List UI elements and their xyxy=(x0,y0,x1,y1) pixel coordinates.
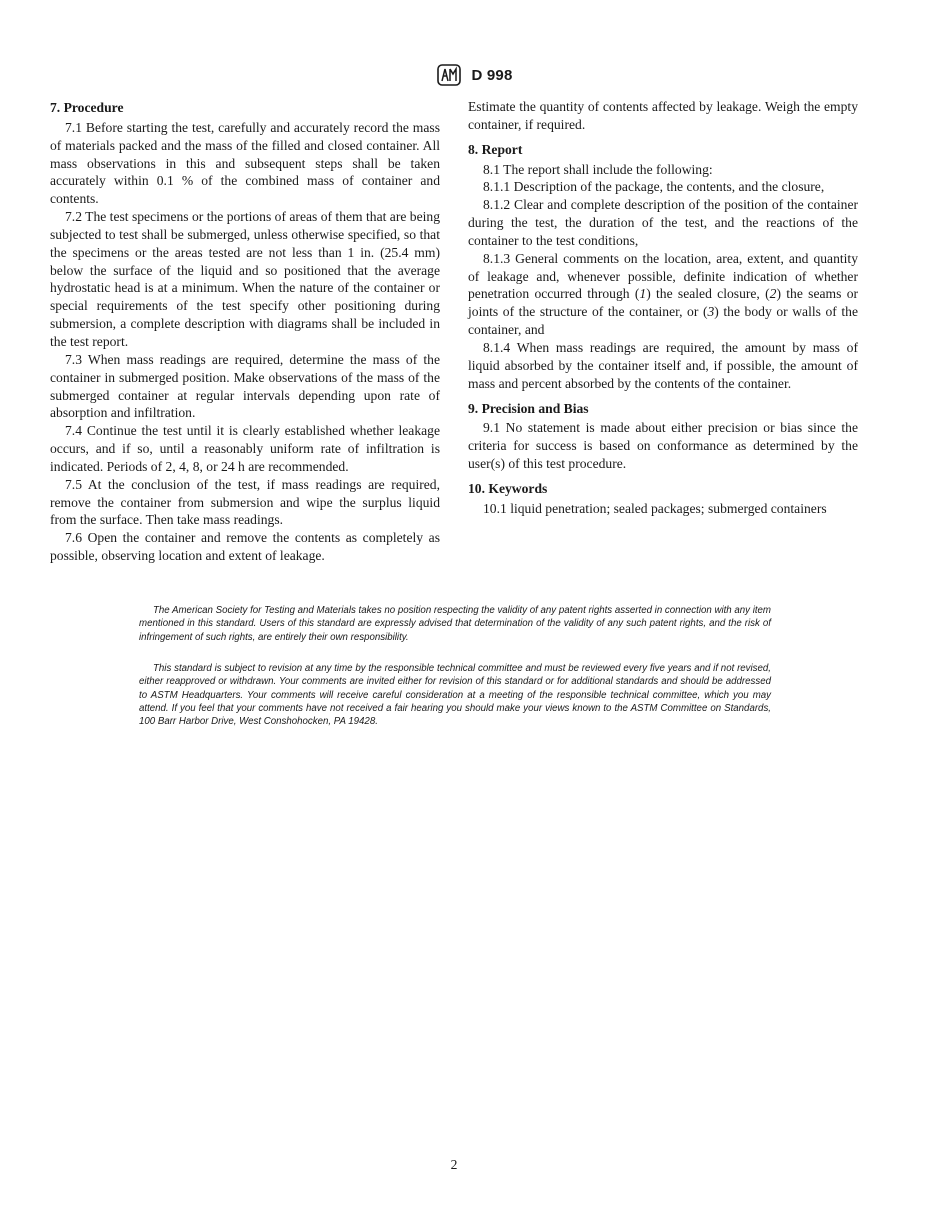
section-heading-procedure: 7. Procedure xyxy=(50,100,124,115)
paragraph-8-1-4: 8.1.4 When mass readings are required, the amount by mass of liquid absorbed by the container itself and, if possible, the amount of mass and percent absorbed by the contents of the container. xyxy=(468,339,858,391)
astm-logo-icon xyxy=(437,64,461,86)
paragraph-8-1-1: 8.1.1 Description of the package, the contents, and the closure, xyxy=(483,179,825,195)
standard-designation: D 998 xyxy=(471,66,513,84)
paragraph-8-1-3-text-b: ) the sealed closure, ( xyxy=(646,286,770,302)
page-number: 2 xyxy=(450,1157,458,1172)
paragraph-7-1: 7.1 Before starting the test, carefully and accurately record the mass of materials packed and the mass of the filled and closed container. All mass observations in this and subsequent steps shall be taken accurately within 0.1 % of the combined mass of container and contents. xyxy=(50,119,440,207)
patent-notice xyxy=(139,604,771,644)
list-numeral-3: 3 xyxy=(707,304,715,320)
left-column xyxy=(50,98,440,565)
paragraph-9-1: 9.1 No statement is made about either precision or bias since the criteria for success is based on conformance as determined by the user(s) of this test procedure. xyxy=(468,420,858,472)
paragraph-8-1-3-text-d: ) the body or walls of the container, and xyxy=(468,304,858,338)
paragraph-7-6-continued: Estimate the quantity of contents affected by leakage. Weigh the empty container, if required. xyxy=(468,99,858,132)
paragraph-7-5: 7.5 At the conclusion of the test, if mass readings are required, remove the container from submersion and wipe the surplus liquid from the surface. Then take mass readings. xyxy=(50,476,440,528)
paragraph-10-1: 10.1 liquid penetration; sealed packages; submerged containers xyxy=(483,500,827,516)
section-heading-keywords: 10. Keywords xyxy=(468,480,548,496)
paragraph-8-1-3 xyxy=(468,250,858,339)
paragraph-7-2: 7.2 The test specimens or the portions of areas of them that are being subjected to test shall be submerged, unless otherwise specified, so that the specimens or the areas tested are not less than 1 in. (25.4 mm) below the surface of the liquid and so positioned that the average hydrostatic head is at a minimum. When the nature of the container or special requirements of the test specify other positioning during submersion, a complete description with diagrams shall be included in the test report. xyxy=(50,209,440,349)
revision-notice-text: This standard is subject to revision at any time by the responsible technical committee and must be reviewed every five years and if not revised, either reapproved or withdrawn. Your comments are invited either for revision of this standard or for additional standards and should be addressed to ASTM Headquarters. Your comments will receive careful consideration at a meeting of the responsible technical committee, which you may attend. If you feel that your comments have not received a fair hearing you should make your views known to the ASTM Committee on Standards, 100 Barr Harbor Drive, West Conshohocken, PA 19428. xyxy=(139,663,771,728)
paragraph-8-1-3-text-a: 8.1.3 General comments on the location, area, extent, and quantity of leakage and, whenever possible, definite indication of whether penetration occurred through ( xyxy=(468,250,858,302)
paragraph-7-4: 7.4 Continue the test until it is clearly established whether leakage occurs, and if so, until a reasonably uniform rate of infiltration is indicated. Periods of 2, 4, 8, or 24 h are recommended. xyxy=(50,423,440,474)
paragraph-7-6: 7.6 Open the container and remove the contents as completely as possible, observing location and extent of leakage. xyxy=(50,530,440,564)
list-numeral-2: 2 xyxy=(769,286,777,302)
list-numeral-1: 1 xyxy=(639,286,647,302)
paragraph-7-3: 7.3 When mass readings are required, determine the mass of the container in submerged position. Make observations of the mass of the submerged container at regular intervals depending upon rate of absorption and infiltration. xyxy=(50,351,440,421)
section-heading-report: 8. Report xyxy=(468,141,523,157)
page-header xyxy=(0,64,950,86)
paragraph-8-1-3-text-c: ) the seams or joints of the structure of the container, or ( xyxy=(468,286,859,320)
section-heading-precision-and-bias: 9. Precision and Bias xyxy=(468,400,589,416)
patent-notice-text: The American Society for Testing and Materials takes no position respecting the validity of any patent rights asserted in connection with any item mentioned in this standard. Users of this standard are expressly advised that determination of the validity of any such patent rights, and the risk of infringement of such rights, are entirely their own responsibility. xyxy=(139,605,771,643)
paragraph-8-1-2: 8.1.2 Clear and complete description of the position of the container during the test, the duration of the test, and the reactions of the container to the test conditions, xyxy=(468,197,858,248)
paragraph-8-1: 8.1 The report shall include the following: xyxy=(483,161,713,177)
revision-notice xyxy=(139,662,771,728)
right-column xyxy=(468,98,858,518)
